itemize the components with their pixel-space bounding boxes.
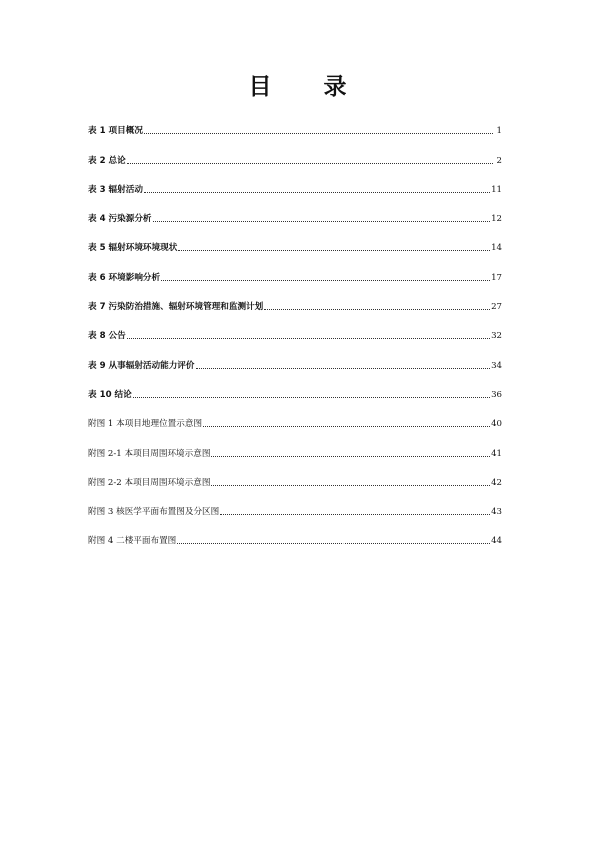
- toc-entry-page: 43: [491, 507, 502, 518]
- toc-entry-label: 表 6 环境影响分析: [88, 272, 161, 283]
- dot-leader: [133, 396, 490, 398]
- toc-entry-page: 41: [491, 448, 502, 459]
- dot-leader: [161, 279, 490, 281]
- toc-entry[interactable]: [88, 254, 502, 283]
- toc-entry[interactable]: [88, 342, 502, 371]
- toc-entry-label: 表 10 结论: [88, 389, 132, 400]
- dot-leader: [196, 367, 491, 369]
- toc-entry-page: 40: [491, 419, 502, 430]
- dot-leader: [144, 132, 493, 134]
- dot-leader: [264, 308, 490, 310]
- toc-entry[interactable]: [88, 460, 502, 489]
- toc-entry[interactable]: [88, 196, 502, 225]
- toc-entry-page: 27: [491, 302, 502, 313]
- toc-entry-page: 1: [496, 126, 502, 137]
- toc-entry-label: 表 8 公告: [88, 331, 126, 342]
- toc-entry-page: 11: [491, 184, 502, 195]
- dot-leader: [177, 542, 490, 544]
- dot-leader: [211, 455, 490, 457]
- dot-leader: [127, 337, 490, 339]
- toc-entry[interactable]: [88, 313, 502, 342]
- toc-entry-page: 34: [491, 360, 502, 371]
- toc-entry-label: 表 7 污染防治措施、辐射环境管理和监测计划: [88, 302, 264, 313]
- dot-leader: [220, 513, 490, 515]
- toc-entry[interactable]: [88, 518, 502, 547]
- toc-entry-label: 表 4 污染源分析: [88, 214, 152, 225]
- toc-entry-label: 附图 2-1 本项目周围环境示意图: [88, 448, 211, 459]
- toc-entry-page: 36: [491, 389, 502, 400]
- toc-entry[interactable]: [88, 372, 502, 401]
- toc-entry[interactable]: [88, 137, 502, 166]
- toc-entry[interactable]: [88, 167, 502, 196]
- page-title: 目 录: [248, 74, 369, 100]
- toc-entry-label: 表 3 辐射活动: [88, 184, 143, 195]
- toc-entry-page: 14: [491, 243, 502, 254]
- toc-entry-label: 表 2 总论: [88, 155, 126, 166]
- dot-leader: [127, 162, 493, 164]
- toc-entry[interactable]: [88, 401, 502, 430]
- scan-speck: [250, 543, 251, 544]
- toc-entry[interactable]: [88, 489, 502, 518]
- toc-entry-label: 附图 2-2 本项目周围环境示意图: [88, 477, 211, 488]
- toc-entry-page: 32: [491, 331, 502, 342]
- toc-entry-label: 附图 4 二楼平面布置图: [88, 536, 177, 547]
- toc-entry[interactable]: [88, 225, 502, 254]
- toc-entry-page: 2: [496, 155, 502, 166]
- table-of-contents: [88, 108, 502, 547]
- toc-entry-page: 12: [491, 214, 502, 225]
- dot-leader: [203, 425, 490, 427]
- dot-leader: [153, 220, 491, 222]
- dot-leader: [211, 484, 490, 486]
- toc-entry[interactable]: [88, 430, 502, 459]
- toc-entry-label: 表 9 从事辐射活动能力评价: [88, 360, 195, 371]
- scan-speck: [343, 543, 344, 544]
- toc-entry-page: 42: [491, 477, 502, 488]
- toc-entry-label: 附图 3 核医学平面布置图及分区图: [88, 507, 220, 518]
- toc-entry-label: 表 5 辐射环境环境现状: [88, 243, 178, 254]
- toc-entry-page: 17: [491, 272, 502, 283]
- toc-entry-label: 表 1 项目概况: [88, 126, 143, 137]
- dot-leader: [178, 249, 490, 251]
- dot-leader: [144, 191, 490, 193]
- toc-entry[interactable]: [88, 284, 502, 313]
- toc-entry-page: 44: [491, 536, 502, 547]
- toc-entry[interactable]: [88, 108, 502, 137]
- toc-entry-label: 附图 1 本项目地理位置示意图: [88, 419, 203, 430]
